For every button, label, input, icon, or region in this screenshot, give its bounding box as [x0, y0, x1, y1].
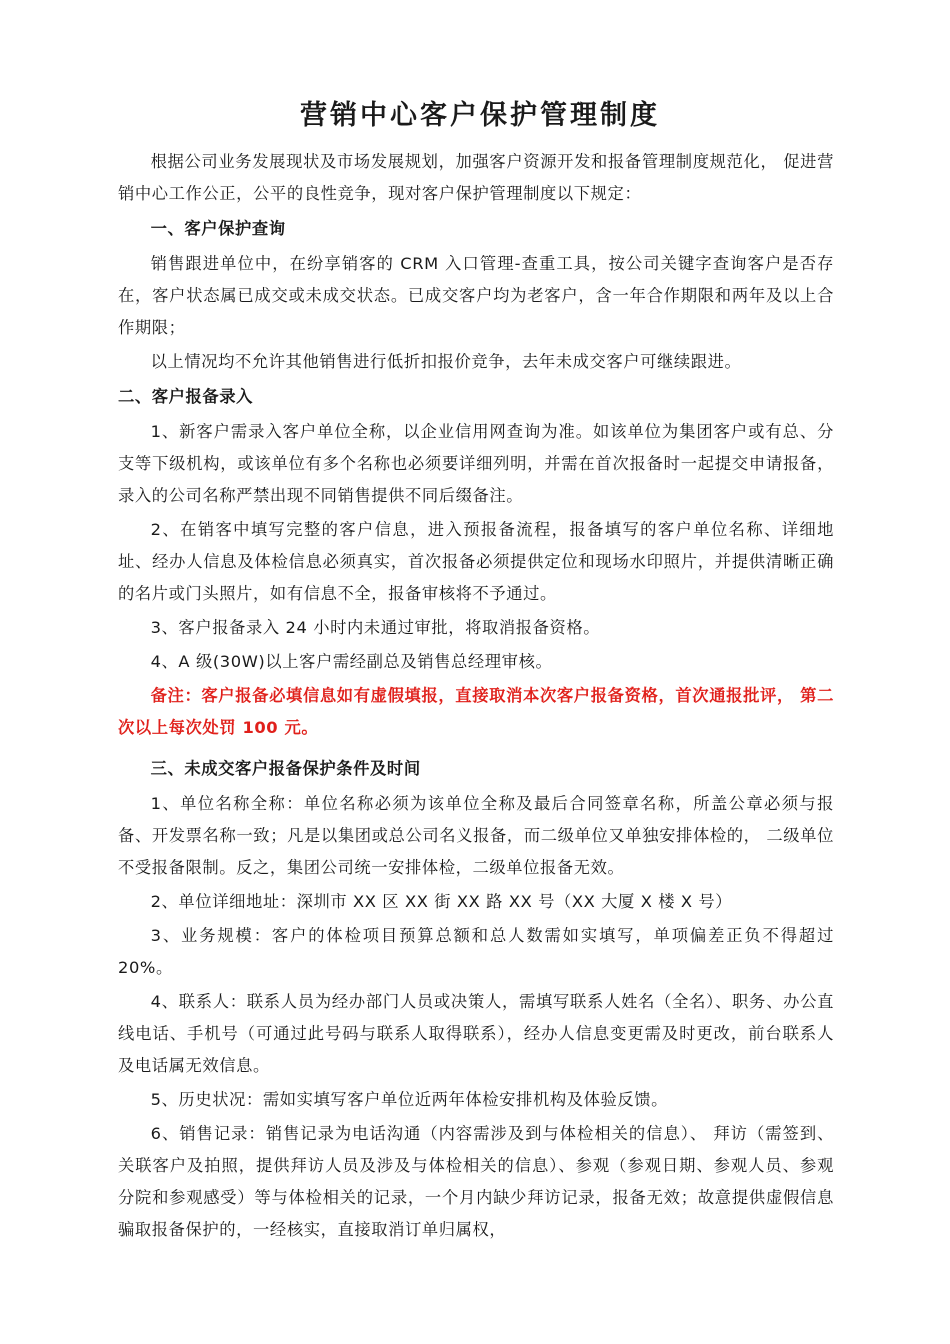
section-3-item-5: 5、历史状况：需如实填写客户单位近两年体检安排机构及体验反馈。 [150, 1090, 668, 1109]
document-page [118, 92, 834, 1248]
section-3-item-3: 3、业务规模：客户的体检项目预算总额和总人数需如实填写，单项偏差正负不得超过 20%。 [118, 926, 834, 977]
section-3-heading: 三、未成交客户报备保护条件及时间 [150, 759, 421, 778]
section-2-item-2: 2、在销客中填写完整的客户信息，进入预报备流程，报备填写的客户单位名称、详细地址、经办人信息及体检信息必须真实，首次报备必须提供定位和现场水印照片，并提供清晰正确的名片或门头照片，如有信息不全，报备审核将不予通过。 [118, 520, 834, 603]
intro-paragraph: 根据公司业务发展现状及市场发展规划，加强客户资源开发和报备管理制度规范化， 促进营销中心工作公正，公平的良性竞争，现对客户保护管理制度以下规定： [118, 152, 834, 203]
document-title: 营销中心客户保护管理制度 [300, 100, 660, 131]
section-1-paragraph-1: 销售跟进单位中，在纷享销客的 CRM 入口管理-查重工具，按公司关键字查询客户是否存在，客户状态属已成交或未成交状态。已成交客户均为老客户，含一年合作期限和两年及以上合作期限； [118, 254, 834, 337]
section-1-heading: 一、客户保护查询 [150, 219, 286, 238]
section-1-paragraph-2: 以上情况均不允许其他销售进行低折扣报价竞争，去年未成交客户可继续跟进。 [150, 352, 742, 371]
section-3-item-4: 4、联系人：联系人员为经办部门人员或决策人，需填写联系人姓名（全名）、职务、办公直线电话、手机号（可通过此号码与联系人取得联系），经办人信息变更需及时更改，前台联系人及电话属无效信息。 [118, 992, 834, 1075]
section-2-heading: 二、客户报备录入 [118, 387, 254, 406]
section-3-item-1: 1、单位名称全称：单位名称必须为该单位全称及最后合同签章名称，所盖公章必须与报备、开发票名称一致；凡是以集团或总公司名义报备，而二级单位又单独安排体检的， 二级单位不受报备限制。反之，集团公司统一安排体检，二级单位报备无效。 [118, 794, 834, 877]
section-3-item-6: 6、销售记录：销售记录为电话沟通（内容需涉及到与体检相关的信息）、 拜访（需签到、关联客户及拍照，提供拜访人员及涉及与体检相关的信息）、参观（参观日期、参观人员、参观分院和参观感受）等与体检相关的记录，一个月内缺少拜访记录，报备无效；故意提供虚假信息骗取报备保护的，一经核实，直接取消订单归属权， [118, 1124, 834, 1239]
section-2-item-4: 4、A 级(30W)以上客户需经副总及销售总经理审核。 [150, 652, 553, 671]
section-2-item-3: 3、客户报备录入 24 小时内未通过审批，将取消报备资格。 [150, 618, 601, 637]
section-2-item-1: 1、新客户需录入客户单位全称，以企业信用网查询为准。如该单位为集团客户或有总、分支等下级机构，或该单位有多个名称也必须要详细列明，并需在首次报备时一起提交申请报备，录入的公司名称严禁出现不同销售提供不同后缀备注。 [118, 422, 834, 505]
section-3-item-2: 2、单位详细地址：深圳市 XX 区 XX 街 XX 路 XX 号（XX 大厦 X 楼 X 号） [150, 892, 733, 911]
section-2-note: 备注：客户报备必填信息如有虚假填报，直接取消本次客户报备资格，首次通报批评， 第二次以上每次处罚 100 元。 [118, 686, 834, 737]
